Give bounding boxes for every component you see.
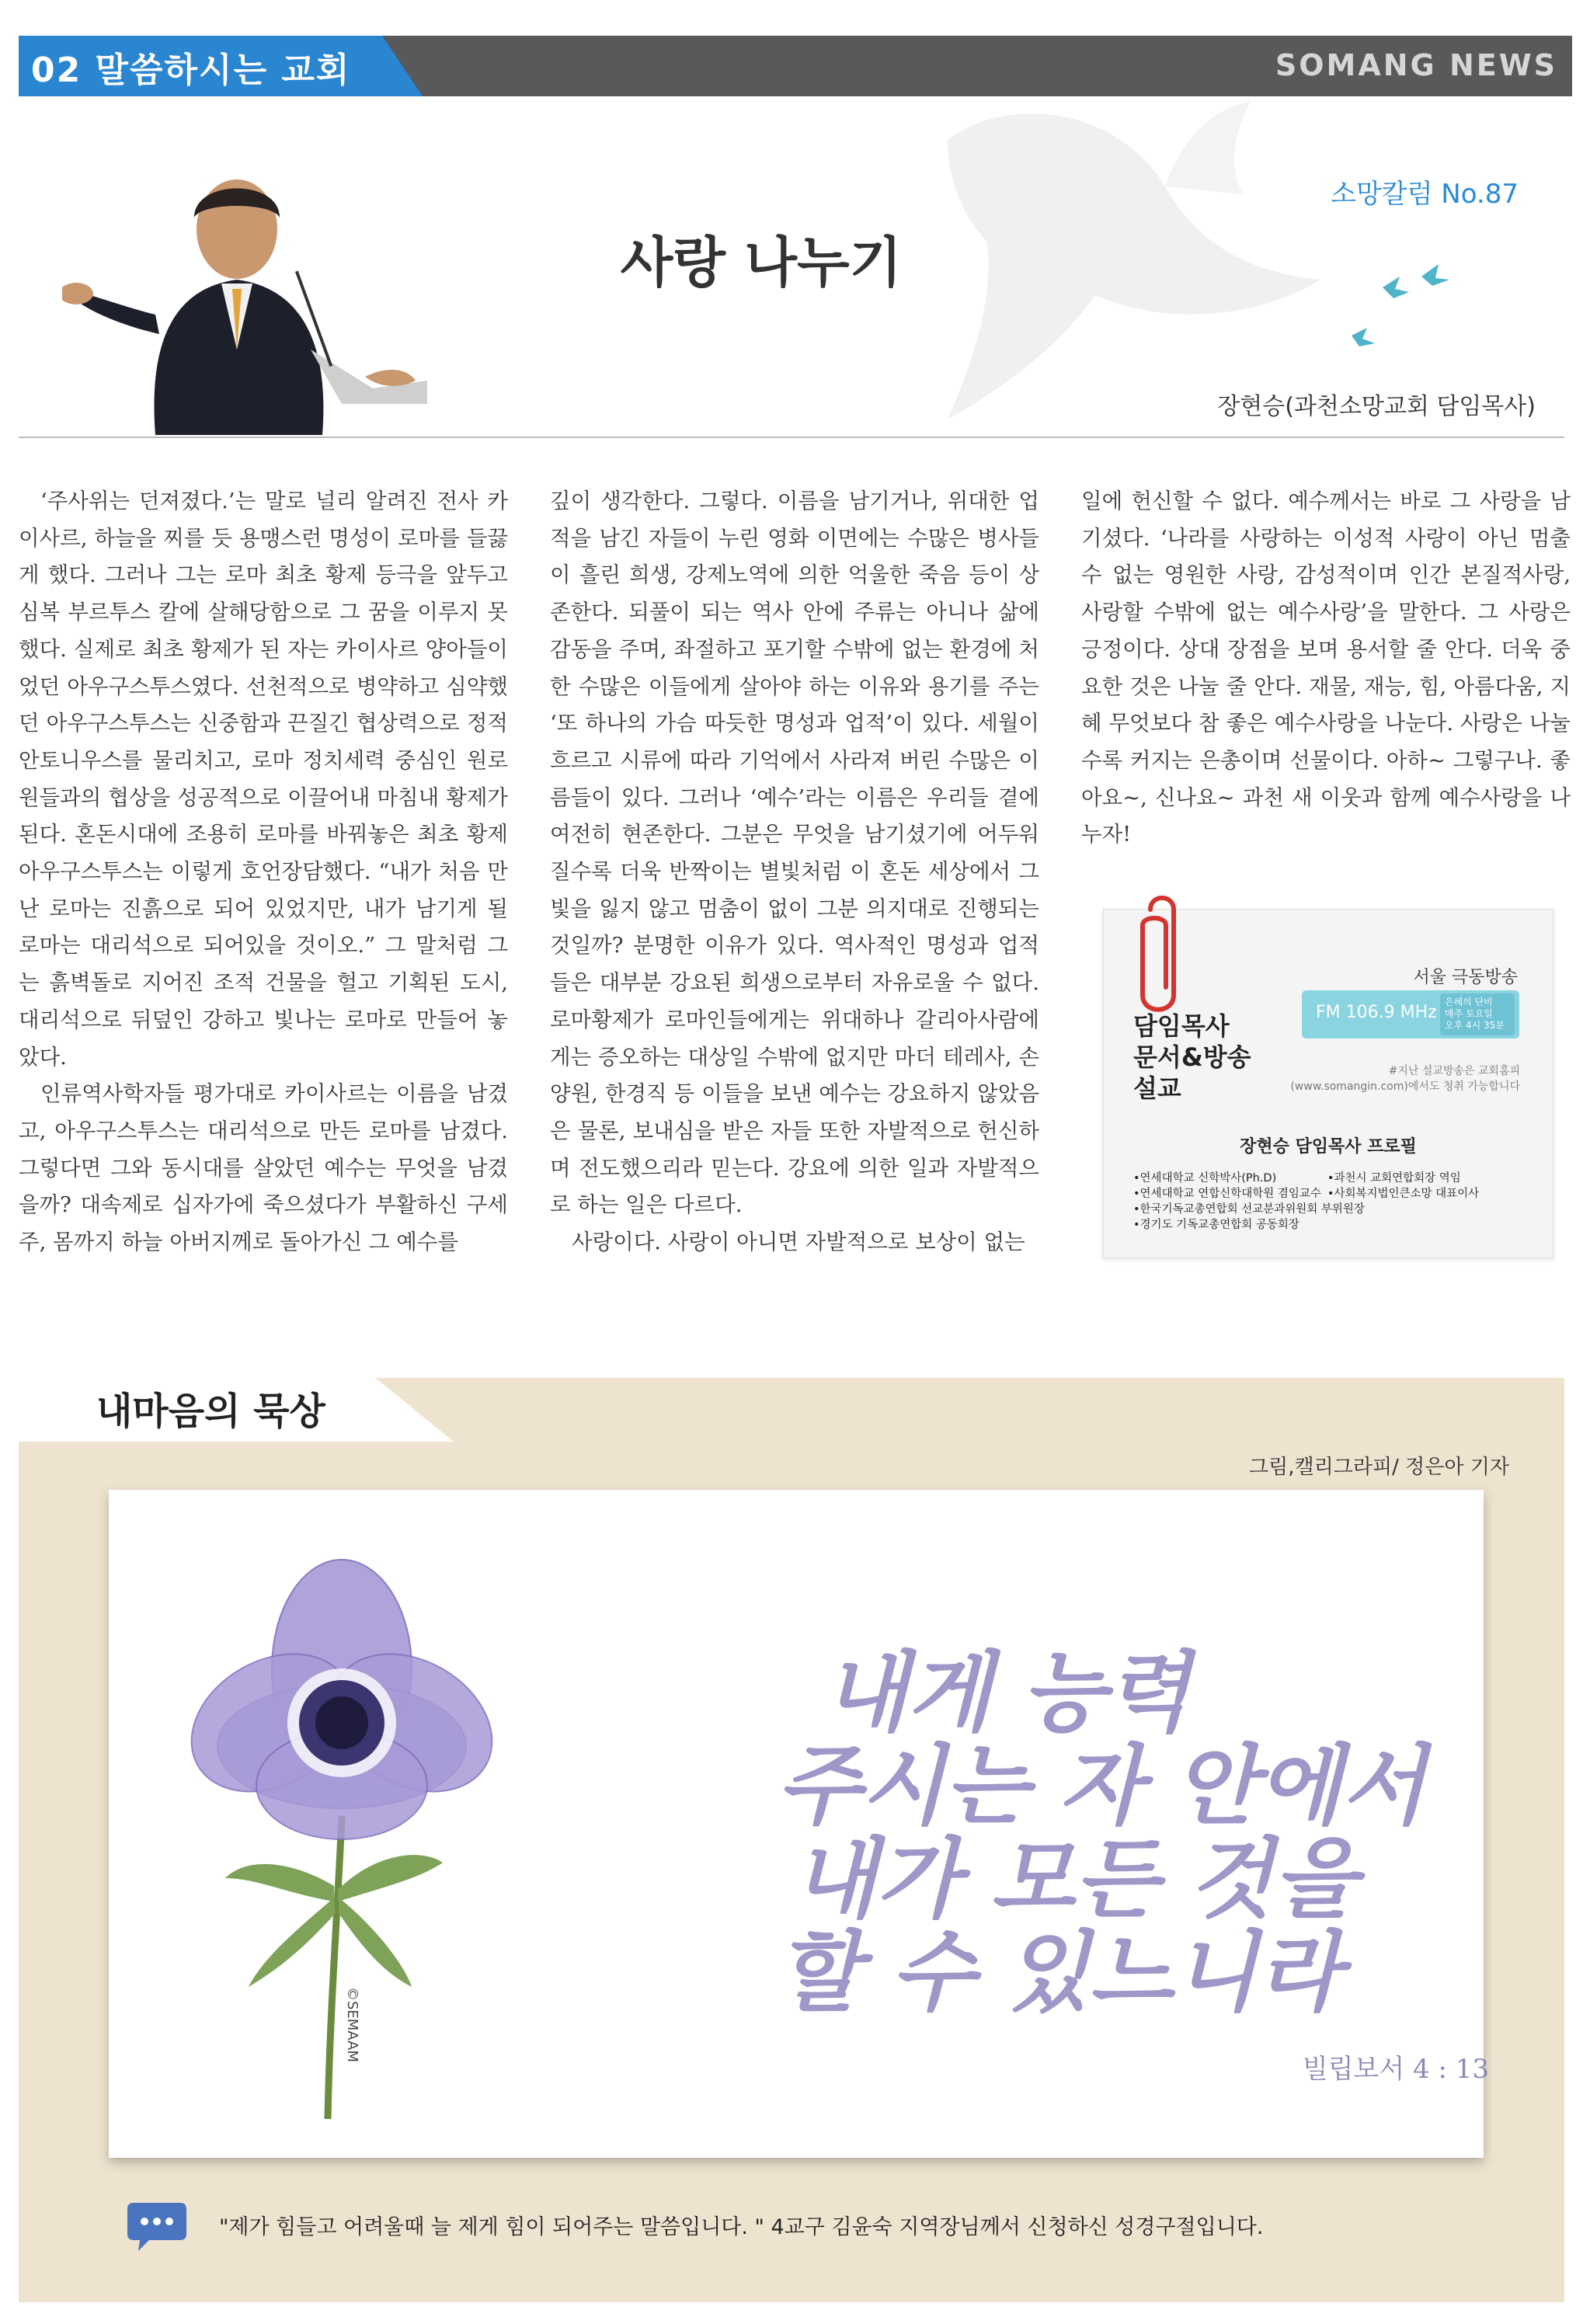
body-column-1 — [19, 483, 508, 1261]
calligraphy-line: 주시는 자 안에서 — [777, 1735, 1426, 1837]
fm-frequency: FM 106.9 MHz — [1316, 1003, 1437, 1022]
divider — [19, 437, 1564, 438]
profile-list — [1133, 1171, 1529, 1233]
profile-item: •과천시 교회연합회장 역임 — [1327, 1172, 1461, 1185]
profile-item: •사회복지법인큰소망 대표이사 — [1327, 1188, 1480, 1200]
profile-item: •한국기독교총연합회 선교분과위원회 부위원장 — [1133, 1203, 1365, 1216]
artist-signature: ©SEMAAM — [344, 1987, 360, 2062]
reader-quote: "제가 힘들고 어려울때 늘 제게 힘이 되어주는 말씀입니다. " 4교구 김윤숙 지역장님께서 신청하신 성경구절입니다. — [219, 2215, 1264, 2239]
body-column-3 — [1081, 483, 1571, 854]
paragraph: 일에 헌신할 수 없다. 예수께서는 바로 그 사랑을 남기셨다. ‘나라를 사랑하는 이성적 사랑이 아닌 멈출 수 없는 영원한 사랑, 감성적이며 인간 본질적사랑, 사랑할 수밖에 없는 예수사랑’을 말한다. 그 사랑은 긍정이다. 상대 장점을 보며 용서할 줄 안다. 더욱 중요한 것은 나눌 줄 안다. 재물, 재능, 힘, 아름다움, 지혜 무엇보다 참 좋은 예수사랑을 나눈다. 사랑은 나눌수록 커지는 은총이며 선물이다. 아하~ 그렇구나. 좋아요~, 신나요~ 과천 새 이웃과 함께 예수사랑을 나누자! — [1081, 489, 1571, 847]
meditation-title: 내마음의 묵상 — [96, 1390, 325, 1433]
fm-badge — [1302, 990, 1519, 1038]
profile-box — [1103, 909, 1553, 1258]
broadcast-slot: 은혜의 단비 매주 토요일 오후 4시 35분 — [1440, 993, 1515, 1035]
calligraphy — [777, 1642, 1432, 2023]
profile-title: 장현승 담임목사 프로필 — [1240, 1137, 1417, 1157]
paragraph: 사랑이다. 사랑이 아니면 자발적으로 보상이 없는 — [572, 1230, 1025, 1255]
profile-item: •연세대학교 연합신학대학원 겸임교수 — [1133, 1188, 1321, 1200]
paragraph: 인류역사학자들 평가대로 카이사르는 이름을 남겼고, 아우구스투스는 대리석으로 만든 로마를 남겼다. 그렇다면 그와 동시대를 살았던 예수는 무엇을 남겼을까? 대속제로 십자가에 죽으셨다가 부활하신 구세주, 몸까지 하늘 아버지께로 돌아가신 그 예수를 — [19, 1081, 508, 1255]
paperclip-icon — [1135, 894, 1189, 1018]
verse-reference: 빌립보서 4 : 13 — [1302, 2054, 1489, 2085]
column-title: 사랑 나누기 — [620, 230, 903, 294]
calligraphy-line: 내가 모든 것을 — [792, 1828, 1358, 1930]
profile-item: •연세대학교 신학박사(Ph.D) — [1133, 1172, 1277, 1185]
artwork-card — [109, 1490, 1484, 2158]
profile-item: •경기도 기독교총연합회 공동회장 — [1133, 1219, 1299, 1231]
dove-illustration — [917, 93, 1553, 435]
calligraphy-line: 내게 능력 — [823, 1642, 1190, 1744]
station-name: 서울 극동방송 — [1413, 968, 1518, 987]
brand-logo: SOMANG NEWS — [1275, 48, 1557, 82]
section-label: 02 말씀하시는 교회 — [31, 50, 351, 90]
flower-illustration — [109, 1490, 1484, 2158]
calligraphy-line: 할 수 있느니라 — [777, 1922, 1342, 2023]
paragraph: ‘주사위는 던져졌다.’는 말로 널리 알려진 전사 카이사르, 하늘을 찌를 듯 용맹스런 명성이 로마를 들끓게 했다. 그러나 그는 로마 최초 황제 등극을 앞두고 심복 부르투스 칼에 살해당함으로 그 꿈을 이루지 못했다. 실제로 최초 황제가 된 자는 카이사르 양아들이었던 아우구스투스였다. 선천적으로 병약하고 심약했던 아우구스투스는 신중함과 끈질긴 협상력으로 정적 안토니우스를 물리치고, 로마 정치세력 중심인 원로원들과의 협상을 성공적으로 이끌어내 마침내 황제가 된다. 혼돈시대에 조용히 로마를 바꿔놓은 최초 황제 아우구스투스는 이렇게 호언장담했다. “내가 처음 만난 로마는 진흙으로 되어 있었지만, 내가 남기게 될 로마는 대리석으로 되어있을 것이오.” 그 말처럼 그는 흙벽돌로 지어진 조적 건물을 헐고 기획된 도시, 대리석으로 뒤덮인 강하고 빛나는 로마로 만들어 놓았다. — [19, 489, 508, 1070]
pastor-photo — [62, 155, 427, 435]
box-note: #지난 설교방송은 교회홈피 (www.somangin.com)에서도 청취 가능합니다 — [1290, 1065, 1520, 1093]
speech-bubble-icon — [126, 2200, 188, 2254]
body-column-2 — [550, 483, 1039, 1261]
series-label: 소망칼럼 No.87 — [1331, 179, 1519, 210]
box-label: 담임목사 문서&방송 설교 — [1133, 1011, 1251, 1103]
paragraph: 깊이 생각한다. 그렇다. 이름을 남기거나, 위대한 업적을 남긴 자들이 누린 영화 이면에는 수많은 병사들이 흘린 희생, 강제노역에 의한 억울한 죽음 등이 상존한다. 되풀이 되는 역사 안에 주류는 아니나 삶에 감동을 주며, 좌절하고 포기할 수밖에 없는 환경에 처한 수많은 이들에게 살아야 하는 이유와 용기를 주는 ‘또 하나의 가슴 따듯한 명성과 업적’이 있다. 세월이 흐르고 시류에 따라 기억에서 사라져 버린 수많은 이름들이 있다. 그러나 ‘예수’라는 이름은 우리들 곁에 여전히 현존한다. 그분은 무엇을 남기셨기에 어두워질수록 더욱 반짝이는 별빛처럼 이 혼돈 세상에서 그 빛을 잃지 않고 멈춤이 없이 그분 의지대로 진행되는 것일까? 분명한 이유가 있다. 역사적인 명성과 업적들은 대부분 강요된 희생으로부터 자유로울 수 없다. 로마황제가 로마인들에게는 위대하나 갈리아사람에게는 증오하는 대상일 수밖에 없지만 마더 테레사, 손양원, 한경직 등 이들을 보낸 예수는 강요하지 않았음은 물론, 보내심을 받은 자들 또한 자발적으로 헌신하며 전도했으리라 믿는다. 강요에 의한 일과 자발적으로 하는 일은 다르다. — [550, 489, 1039, 1218]
art-credit: 그림,캘리그라피/ 정은아 기자 — [1249, 1456, 1509, 1479]
author-byline: 장현승(과천소망교회 담임목사) — [1217, 393, 1536, 420]
